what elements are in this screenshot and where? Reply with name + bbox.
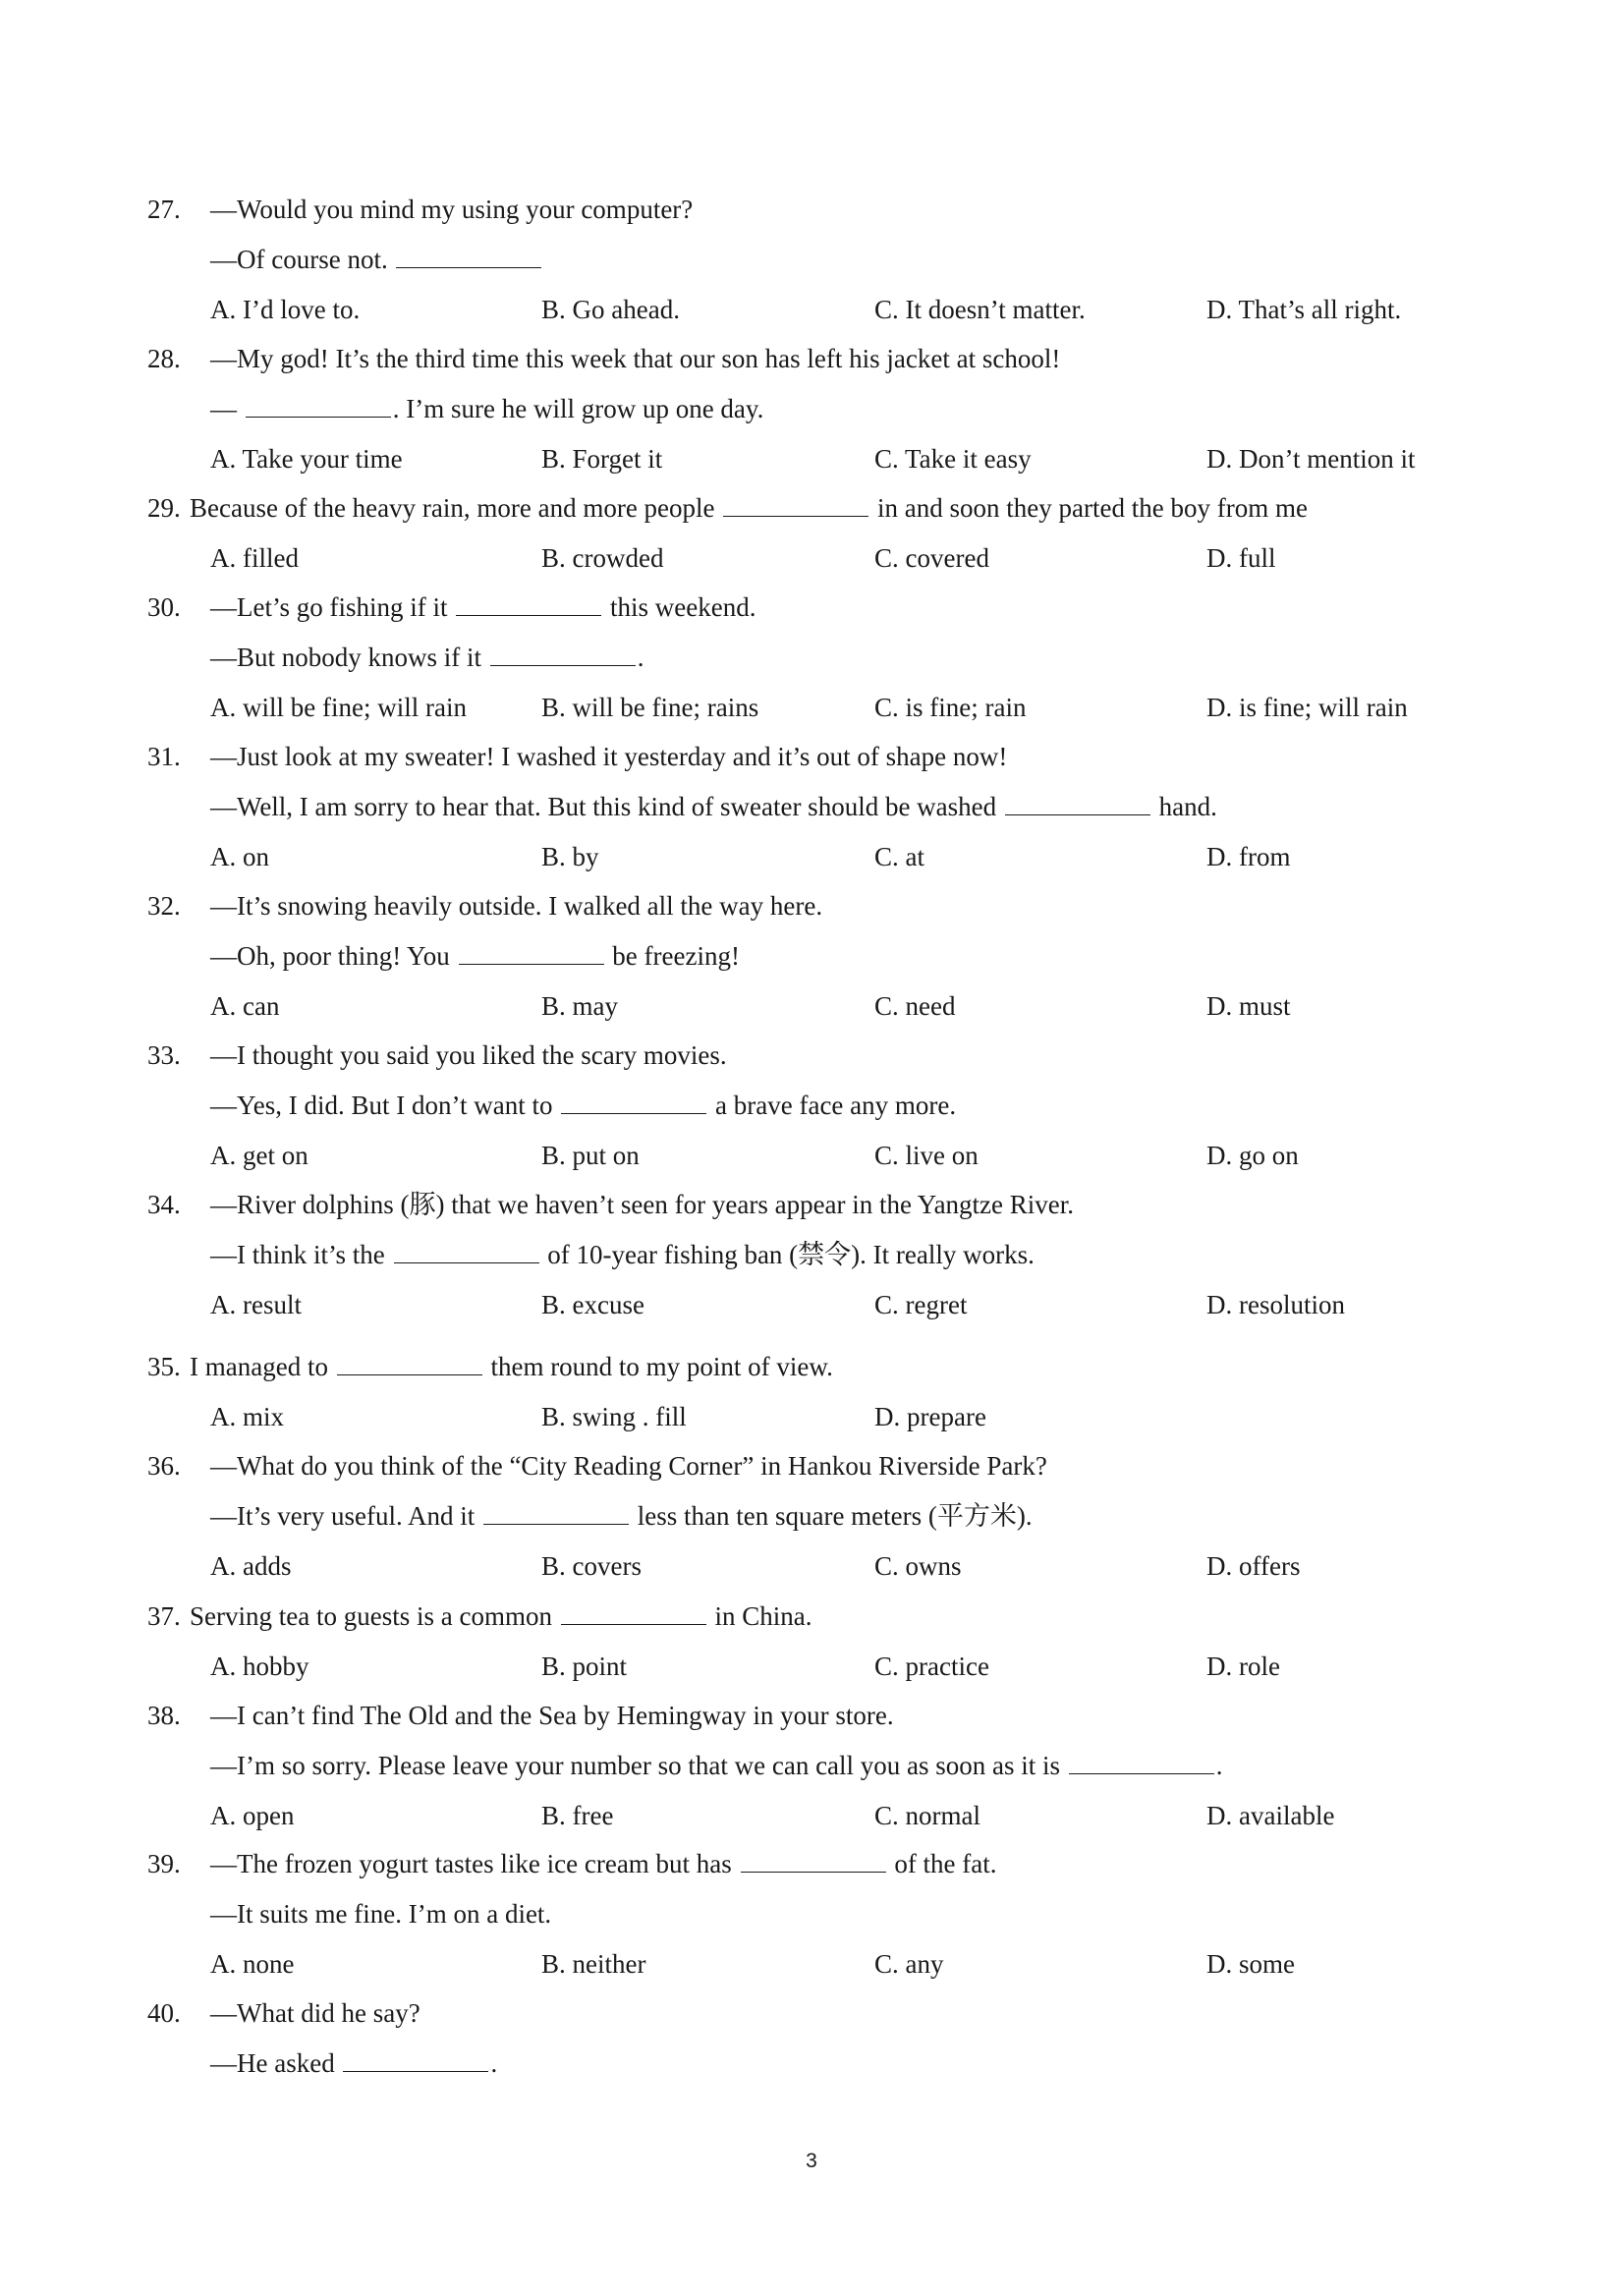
question-29: [0, 483, 1623, 584]
question-34: [0, 1180, 1623, 1330]
option-c: C. regret: [874, 1290, 968, 1319]
option-a: A. filled: [210, 543, 299, 573]
question-text: [210, 881, 822, 931]
question-text: [210, 931, 740, 981]
text-segment: —Just look at my sweater! I washed it yesterday and it’s out of shape now!: [210, 742, 1008, 771]
text-segment: —Let’s go fishing if it: [210, 592, 455, 622]
text-segment: —I think it’s the: [210, 1240, 392, 1269]
option-a: A. can: [210, 991, 280, 1021]
answer-blank[interactable]: [1005, 783, 1150, 815]
answer-blank[interactable]: [337, 1343, 482, 1375]
text-segment: less than ten square meters (平方米).: [630, 1501, 1033, 1531]
text-segment: —It suits me fine. I’m on a diet.: [210, 1899, 552, 1929]
options-row: [0, 1280, 1623, 1330]
page-number: 3: [806, 2150, 817, 2172]
options-row: [0, 533, 1623, 584]
question-stem-line: [0, 1988, 1623, 2039]
question-text: [210, 1491, 1033, 1541]
answer-blank[interactable]: [456, 584, 601, 616]
question-stem-line: [0, 1691, 1623, 1741]
option-b: B. crowded: [541, 543, 664, 573]
option-a: A. adds: [210, 1551, 292, 1581]
text-segment: —Well, I am sorry to hear that. But this kind of sweater should be washed: [210, 792, 1003, 821]
option-d: D. resolution: [1206, 1290, 1345, 1319]
text-segment: —I thought you said you liked the scary movies.: [210, 1040, 727, 1070]
response-line: [0, 1230, 1623, 1280]
question-28: [0, 334, 1623, 484]
option-b: B. by: [541, 842, 599, 871]
question-text: [210, 1081, 956, 1131]
question-31: [0, 732, 1623, 882]
answer-blank[interactable]: [396, 236, 541, 268]
question-text: [210, 633, 644, 683]
option-d: D. available: [1206, 1801, 1335, 1830]
text-segment: —Would you mind my using your computer?: [210, 195, 694, 224]
question-27: [0, 185, 1623, 335]
question-text: [210, 1889, 551, 1939]
text-segment: —The frozen yogurt tastes like ice cream but has: [210, 1849, 739, 1878]
response-line: [0, 931, 1623, 981]
text-segment: of the fat.: [887, 1849, 997, 1878]
text-segment: .: [637, 643, 644, 672]
text-segment: —He asked: [210, 2048, 342, 2078]
option-a: A. get on: [210, 1141, 308, 1170]
option-c: C. practice: [874, 1652, 989, 1681]
text-segment: .: [490, 2048, 498, 2078]
question-stem-line: [0, 1342, 1623, 1392]
text-segment: Serving tea to guests is a common: [190, 1601, 559, 1631]
question-text: [210, 732, 1007, 782]
response-line: [0, 235, 1623, 285]
answer-blank[interactable]: [394, 1231, 539, 1263]
text-segment: —Yes, I did. But I don’t want to: [210, 1091, 560, 1120]
question-32: [0, 881, 1623, 1032]
text-segment: Because of the heavy rain, more and more people: [190, 493, 722, 523]
question-number: 30.: [147, 592, 181, 622]
option-b: B. excuse: [541, 1290, 644, 1319]
question-number: 36.: [147, 1451, 181, 1481]
text-segment: —Of course not.: [210, 245, 395, 274]
response-line: [0, 1889, 1623, 1939]
option-d: D. Don’t mention it: [1206, 444, 1416, 474]
question-text: [210, 2039, 497, 2089]
option-a: A. hobby: [210, 1652, 309, 1681]
text-segment: —Oh, poor thing! You: [210, 941, 457, 971]
option-b: B. Go ahead.: [541, 295, 680, 324]
question-text: [210, 1691, 894, 1741]
options-row: [0, 285, 1623, 335]
question-number: 39.: [147, 1849, 181, 1878]
option-c: C. covered: [874, 543, 989, 573]
question-38: [0, 1691, 1623, 1841]
question-number: 37.: [147, 1601, 181, 1631]
question-text: [210, 235, 543, 285]
answer-blank[interactable]: [459, 932, 604, 965]
option-d: D. That’s all right.: [1206, 295, 1402, 324]
question-30: [0, 583, 1623, 733]
options-row: [0, 1791, 1623, 1841]
response-line: [0, 633, 1623, 683]
question-number: 31.: [147, 742, 181, 771]
option-c: C. It doesn’t matter.: [874, 295, 1086, 324]
question-text: [190, 1592, 812, 1642]
answer-blank[interactable]: [723, 484, 868, 517]
question-stem-line: [0, 583, 1623, 633]
option-d: D. must: [1206, 991, 1291, 1021]
question-stem-line: [0, 1180, 1623, 1230]
question-number: 32.: [147, 891, 181, 921]
text-segment: . I’m sure he will grow up one day.: [392, 394, 764, 423]
response-line: [0, 2039, 1623, 2089]
option-d: D. go on: [1206, 1141, 1299, 1170]
text-segment: —What did he say?: [210, 1998, 420, 2028]
option-d: D. from: [1206, 842, 1291, 871]
question-stem-line: [0, 483, 1623, 533]
option-d: D. full: [1206, 543, 1276, 573]
question-33: [0, 1031, 1623, 1181]
text-segment: —River dolphins (豚) that we haven’t seen for years appear in the Yangtze River.: [210, 1190, 1075, 1219]
text-segment: in and soon they parted the boy from me: [870, 493, 1308, 523]
option-b: B. neither: [541, 1949, 646, 1979]
text-segment: hand.: [1151, 792, 1217, 821]
question-text: [190, 1342, 833, 1392]
option-c: C. is fine; rain: [874, 693, 1027, 722]
response-line: [0, 1741, 1623, 1791]
response-line: [0, 1081, 1623, 1131]
answer-blank[interactable]: [490, 634, 636, 666]
option-c: C. owns: [874, 1551, 962, 1581]
question-text: [210, 1988, 420, 2039]
question-stem-line: [0, 1839, 1623, 1889]
option-a: A. open: [210, 1801, 295, 1830]
question-stem-line: [0, 1441, 1623, 1491]
text-segment: —What do you think of the “City Reading Corner” in Hankou Riverside Park?: [210, 1451, 1047, 1481]
option-a: A. I’d love to.: [210, 295, 361, 324]
question-text: [210, 583, 756, 633]
option-d: D. offers: [1206, 1551, 1301, 1581]
answer-blank[interactable]: [741, 1840, 886, 1873]
option-a: A. result: [210, 1290, 302, 1319]
option-a: A. Take your time: [210, 444, 403, 474]
question-40: [0, 1988, 1623, 2089]
text-segment: .: [1215, 1751, 1223, 1780]
question-36: [0, 1441, 1623, 1592]
question-number: 35.: [147, 1352, 181, 1381]
question-number: 27.: [147, 195, 181, 224]
text-segment: —It’s snowing heavily outside. I walked all the way here.: [210, 891, 823, 921]
question-text: [210, 1230, 1035, 1280]
options-row: [0, 981, 1623, 1032]
question-stem-line: [0, 1592, 1623, 1642]
text-segment: —: [210, 394, 244, 423]
option-d: D. role: [1206, 1652, 1280, 1681]
question-text: [210, 1839, 997, 1889]
text-segment: —It’s very useful. And it: [210, 1501, 481, 1531]
question-stem-line: [0, 185, 1623, 235]
option-c: C. at: [874, 842, 924, 871]
options-row: [0, 434, 1623, 484]
question-number: 40.: [147, 1998, 181, 2028]
option-c: C. normal: [874, 1801, 980, 1830]
question-stem-line: [0, 334, 1623, 384]
question-37: [0, 1592, 1623, 1692]
options-row: [0, 683, 1623, 733]
question-stem-line: [0, 881, 1623, 931]
text-segment: them round to my point of view.: [483, 1352, 833, 1381]
option-c: C. Take it easy: [874, 444, 1032, 474]
option-b: B. Forget it: [541, 444, 663, 474]
options-row: [0, 1131, 1623, 1181]
options-row: [0, 1392, 1623, 1442]
response-line: [0, 1491, 1623, 1541]
option-c: C. live on: [874, 1141, 979, 1170]
question-text: [210, 1441, 1047, 1491]
answer-blank[interactable]: [1069, 1742, 1214, 1774]
question-39: [0, 1839, 1623, 1989]
options-row: [0, 832, 1623, 882]
question-text: [210, 1180, 1074, 1230]
question-text: [210, 782, 1217, 832]
question-stem-line: [0, 732, 1623, 782]
option-b: B. covers: [541, 1551, 642, 1581]
question-number: 34.: [147, 1190, 181, 1219]
response-line: [0, 782, 1623, 832]
option-b: B. will be fine; rains: [541, 693, 759, 722]
option-d: D. some: [1206, 1949, 1295, 1979]
text-segment: —My god! It’s the third time this week that our son has left his jacket at school!: [210, 344, 1061, 373]
answer-blank[interactable]: [561, 1593, 706, 1625]
question-text: [210, 1741, 1223, 1791]
answer-blank[interactable]: [246, 385, 391, 418]
option-a: A. will be fine; will rain: [210, 693, 467, 722]
text-segment: —I can’t find The Old and the Sea by Hemingway in your store.: [210, 1701, 894, 1730]
answer-blank[interactable]: [561, 1082, 706, 1114]
text-segment: this weekend.: [603, 592, 756, 622]
option-b: B. point: [541, 1652, 628, 1681]
text-segment: a brave face any more.: [708, 1091, 957, 1120]
question-stem-line: [0, 1031, 1623, 1081]
question-text: [190, 483, 1308, 533]
option-b: B. may: [541, 991, 618, 1021]
text-segment: I managed to: [190, 1352, 335, 1381]
question-number: 38.: [147, 1701, 181, 1730]
option-b: B. put on: [541, 1141, 640, 1170]
text-segment: of 10-year fishing ban (禁令). It really works.: [540, 1240, 1035, 1269]
question-text: [210, 384, 763, 434]
text-segment: be freezing!: [605, 941, 740, 971]
question-text: [210, 185, 693, 235]
options-row: [0, 1939, 1623, 1989]
options-row: [0, 1541, 1623, 1592]
question-number: 28.: [147, 344, 181, 373]
option-a: A. on: [210, 842, 269, 871]
option-b: B. free: [541, 1801, 614, 1830]
answer-blank[interactable]: [483, 1492, 629, 1525]
option-c: C. need: [874, 991, 956, 1021]
text-segment: —I’m so sorry. Please leave your number so that we can call you as soon as it is: [210, 1751, 1067, 1780]
text-segment: in China.: [707, 1601, 812, 1631]
answer-blank[interactable]: [343, 2040, 488, 2072]
question-35: [0, 1342, 1623, 1442]
question-text: [210, 334, 1060, 384]
question-text: [210, 1031, 727, 1081]
question-number: 29.: [147, 493, 181, 523]
option-d: D. is fine; will rain: [1206, 693, 1408, 722]
option-a: A. mix: [210, 1402, 285, 1431]
options-row: [0, 1642, 1623, 1692]
option-a: A. none: [210, 1949, 295, 1979]
option-b: B. swing . fill: [541, 1402, 687, 1431]
text-segment: —But nobody knows if it: [210, 643, 488, 672]
option-c: D. prepare: [874, 1402, 986, 1431]
question-number: 33.: [147, 1040, 181, 1070]
option-c: C. any: [874, 1949, 944, 1979]
response-line: [0, 384, 1623, 434]
